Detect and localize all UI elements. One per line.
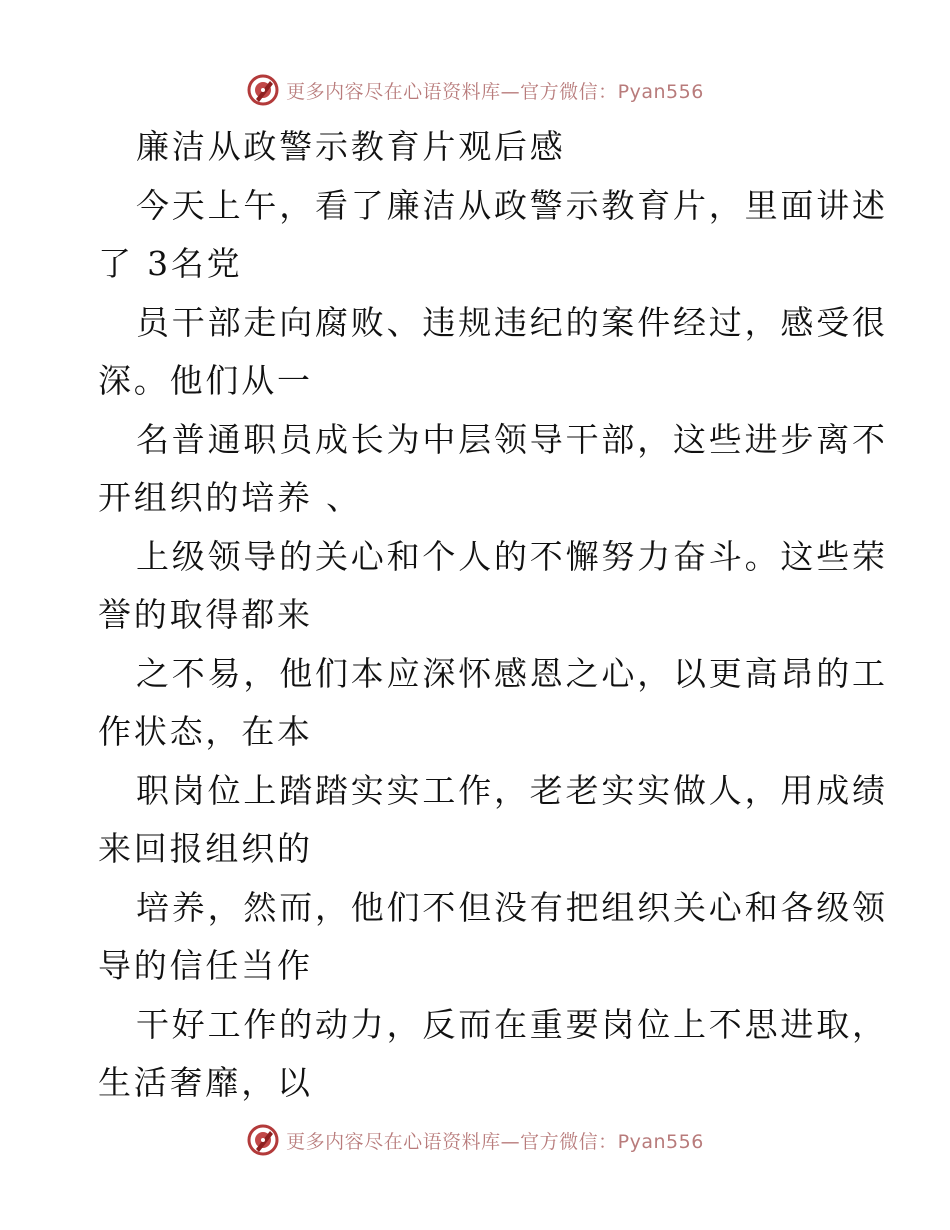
document-body bbox=[98, 118, 888, 1113]
paragraph-line: 开组织的培养 、 bbox=[98, 478, 362, 517]
header-watermark bbox=[0, 70, 950, 110]
footer-watermark bbox=[0, 1120, 950, 1160]
paragraph-line: 导的信任当作 bbox=[98, 946, 313, 985]
paragraph-line: 职岗位上踏踏实实工作，老老实实做人，用成绩 bbox=[136, 770, 888, 810]
paragraph-line: 之不易，他们本应深怀感恩之心，以更高昂的工 bbox=[136, 653, 888, 693]
paragraph-line: 来回报组织的 bbox=[98, 829, 313, 868]
paragraph-line: 深。他们从一 bbox=[98, 361, 313, 400]
document-title: 廉洁从政警示教育片观后感 bbox=[136, 127, 566, 166]
paragraph-line: 了 3名党 bbox=[98, 244, 243, 283]
pen-nib-logo-icon bbox=[246, 1123, 280, 1157]
paragraph-line: 今天上午，看了廉洁从政警示教育片，里面讲述 bbox=[136, 185, 888, 225]
pen-nib-logo-icon bbox=[246, 73, 280, 107]
paragraph-line: 生活奢靡，以 bbox=[98, 1063, 313, 1102]
paragraph-line: 名普通职员成长为中层领导干部，这些进步离不 bbox=[136, 419, 888, 459]
paragraph-line: 干好工作的动力，反而在重要岗位上不思进取， bbox=[136, 1004, 888, 1044]
watermark-text: 更多内容尽在心语资料库—官方微信：Pyan556 bbox=[286, 1130, 704, 1153]
paragraph-line: 上级领导的关心和个人的不懈努力奋斗。这些荣 bbox=[136, 536, 888, 576]
watermark-text: 更多内容尽在心语资料库—官方微信：Pyan556 bbox=[286, 80, 704, 103]
paragraph-line: 誉的取得都来 bbox=[98, 595, 313, 634]
paragraph-line: 员干部走向腐败、违规违纪的案件经过，感受很 bbox=[136, 302, 888, 342]
paragraph-line: 培养，然而，他们不但没有把组织关心和各级领 bbox=[136, 887, 888, 927]
paragraph-line: 作状态，在本 bbox=[98, 712, 313, 751]
